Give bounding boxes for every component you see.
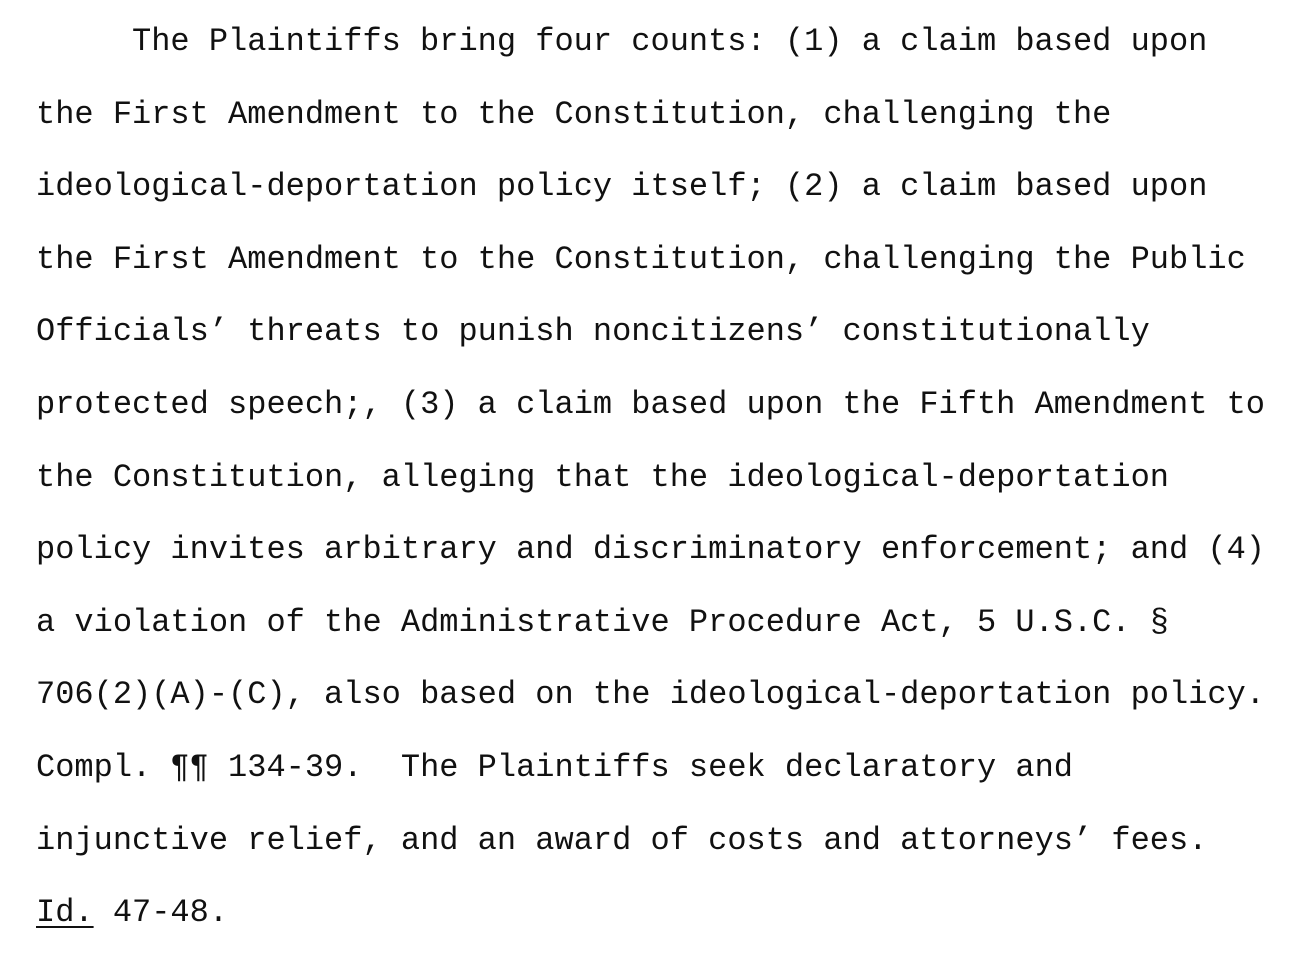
citation-pages: 47-48. — [93, 894, 229, 932]
paragraph-line-8: policy invites arbitrary and discriminatory enforcement; and (4) — [36, 531, 1265, 569]
paragraph-line-7: the Constitution, alleging that the ideological-deportation — [36, 458, 1169, 496]
id-citation: Id. — [36, 894, 94, 932]
paragraph-line-13 — [36, 893, 1276, 966]
paragraph-line-4: the First Amendment to the Constitution, challenging the Public — [36, 240, 1246, 278]
document-page — [36, 22, 1276, 966]
paragraph-line-12: injunctive relief, and an award of costs and attorneys’ fees. — [36, 821, 1208, 859]
paragraph-line-9: a violation of the Administrative Procedure Act, 5 U.S.C. § — [36, 603, 1169, 641]
paragraph-line-6: protected speech;, (3) a claim based upon the Fifth Amendment to — [36, 385, 1265, 423]
paragraph-line-2: the First Amendment to the Constitution, challenging the — [36, 95, 1112, 133]
paragraph-line-10: 706(2)(A)-(C), also based on the ideological-deportation policy. — [36, 676, 1265, 714]
paragraph-line-1: The Plaintiffs bring four counts: (1) a claim based upon — [132, 23, 1208, 60]
paragraph-line-11: Compl. ¶¶ 134-39. The Plaintiffs seek declaratory and — [36, 748, 1073, 786]
paragraph-line-3: ideological-deportation policy itself; (2) a claim based upon — [36, 168, 1208, 206]
paragraph-line-5: Officials’ threats to punish noncitizens’ constitutionally — [36, 313, 1150, 351]
